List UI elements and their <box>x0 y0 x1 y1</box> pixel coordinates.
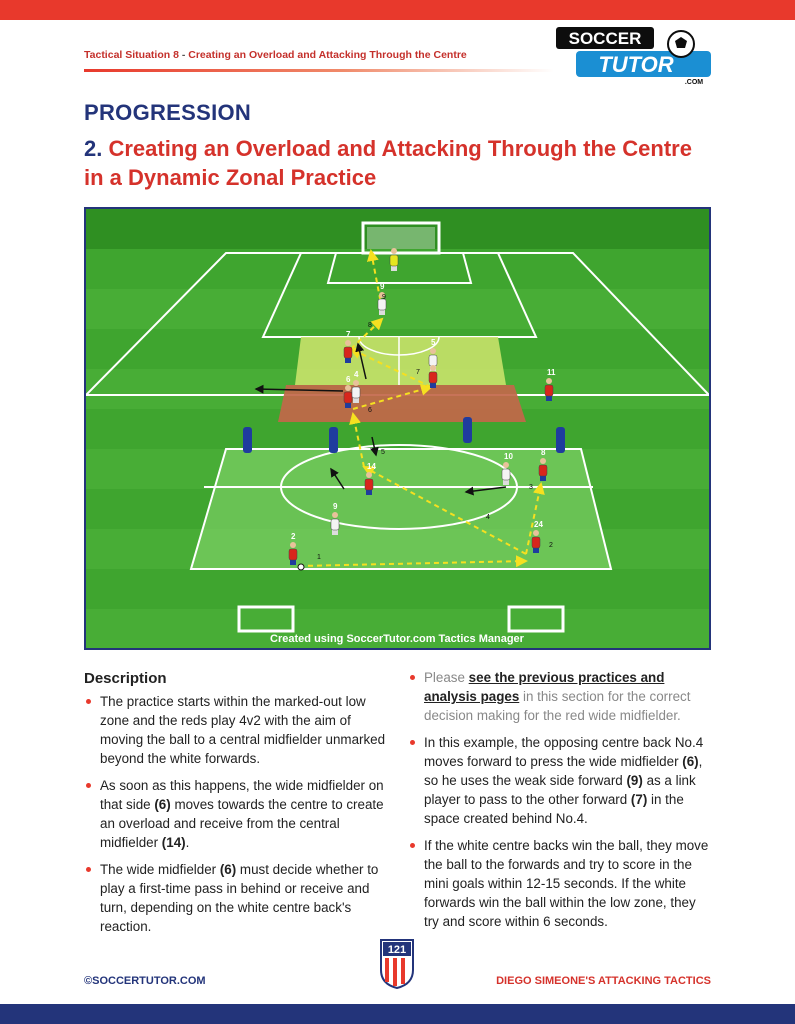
player-number: 24 <box>534 520 543 529</box>
pass-number: 1 <box>317 554 321 561</box>
player-number: 9 <box>333 502 338 511</box>
text-run: Please <box>424 670 469 685</box>
text-run-bold: (7) <box>630 792 648 807</box>
text-run: in the space created behind No.4. <box>424 792 684 826</box>
description-point-6: If the white centre backs win the ball, they move the ball to the forwards and try to score in the mini goals within 12-15 seconds. If the white forwards win the ball within the low zone, they try and score within 6 seconds. <box>408 836 713 931</box>
description-right-column <box>408 668 713 939</box>
text-run: In this example, the opposing centre back No.4 moves forward to press the wide midfielder <box>424 735 704 769</box>
description-left-column <box>84 692 394 944</box>
text-run: , so he uses the weak side forward <box>424 754 703 788</box>
description-point-5 <box>408 733 713 828</box>
player-number: 8 <box>541 448 546 457</box>
player-number: 2 <box>291 532 296 541</box>
page-number: 121 <box>387 944 407 956</box>
logo-line1: SOCCER <box>568 29 642 48</box>
low-zone <box>191 449 611 569</box>
logo-line2: TUTOR <box>598 52 674 77</box>
player-number: 6 <box>346 375 351 384</box>
page-kicker: PROGRESSION <box>84 100 252 125</box>
text-run: in this section for the correct decision making for the red wide midfielder. <box>424 689 691 723</box>
footer-book-title: DIEGO SIMEONE'S ATTACKING TACTICS <box>496 975 711 987</box>
soccertutor-logo <box>556 24 716 84</box>
running-header <box>84 49 467 61</box>
player-number: 4 <box>354 370 359 379</box>
pass-number: 4 <box>486 514 490 521</box>
text-run-bold: (6) <box>154 797 171 812</box>
header-separator: - <box>178 49 189 61</box>
pass-number: 9 <box>382 294 386 301</box>
text-run-bold: (6) <box>219 862 237 877</box>
player-number: 14 <box>367 462 376 471</box>
text-run: The wide midfielder <box>100 862 220 877</box>
logo-domain: .COM <box>684 79 704 84</box>
player-number: 10 <box>504 452 513 461</box>
text-run: As soon as this happens, the wide midfielder on that side <box>100 778 384 812</box>
footer-copyright: ©SOCCERTUTOR.COM <box>84 975 206 987</box>
description-point-3 <box>84 860 394 936</box>
goalkeeper <box>390 248 398 271</box>
text-run: moves towards the centre to create an overload and receive from the central midfielder <box>100 797 384 850</box>
practice-number: 2. <box>84 136 103 161</box>
bottom-accent-bar <box>0 1004 795 1024</box>
ball-icon <box>298 564 304 570</box>
player-number: 5 <box>431 338 436 347</box>
previous-practices-link[interactable]: see the previous practices and analysis pages <box>424 670 665 704</box>
page-title <box>84 134 704 192</box>
pass-number: 7 <box>416 369 420 376</box>
text-run: . <box>185 835 190 850</box>
pitch-svg <box>86 209 709 648</box>
pass-number: 5 <box>381 449 385 456</box>
top-accent-bar <box>0 0 795 20</box>
high-zone <box>295 337 506 385</box>
text-run-bold: (14) <box>161 835 186 850</box>
practice-title: Creating an Overload and Attacking Through the Centre in a Dynamic Zonal Practice <box>84 136 692 190</box>
page-number-badge <box>377 938 417 990</box>
text-run-bold: (6) <box>682 754 699 769</box>
description-heading: Description <box>84 670 167 687</box>
pass-number: 2 <box>549 542 553 549</box>
text-run: as a link player to pass to the other forward <box>424 773 696 807</box>
player-number: 7 <box>346 330 351 339</box>
header-title: Creating an Overload and Attacking Through the Centre <box>188 49 467 61</box>
pass-number: 3 <box>529 484 533 491</box>
description-point-2 <box>84 776 394 852</box>
pass-number: 8 <box>368 322 372 329</box>
pass-number: 6 <box>368 407 372 414</box>
red-player <box>429 365 437 388</box>
text-run: must decide whether to play a first-time pass in behind or receive and turn, depending on the white centre back's reaction. <box>100 862 379 934</box>
description-point-4 <box>408 668 713 725</box>
diagram-credit: Created using SoccerTutor.com Tactics Manager <box>270 633 524 645</box>
player-number: 11 <box>547 368 556 377</box>
player-number: 9 <box>380 282 385 291</box>
tactics-diagram <box>84 207 711 650</box>
text-run-bold: (9) <box>626 773 643 788</box>
header-rule <box>84 69 554 72</box>
header-section: Tactical Situation 8 <box>84 49 179 61</box>
description-point-1: The practice starts within the marked-out low zone and the reds play 4v2 with the aim of moving the ball to a central midfielder unmarked beyond the white forwards. <box>84 692 394 768</box>
